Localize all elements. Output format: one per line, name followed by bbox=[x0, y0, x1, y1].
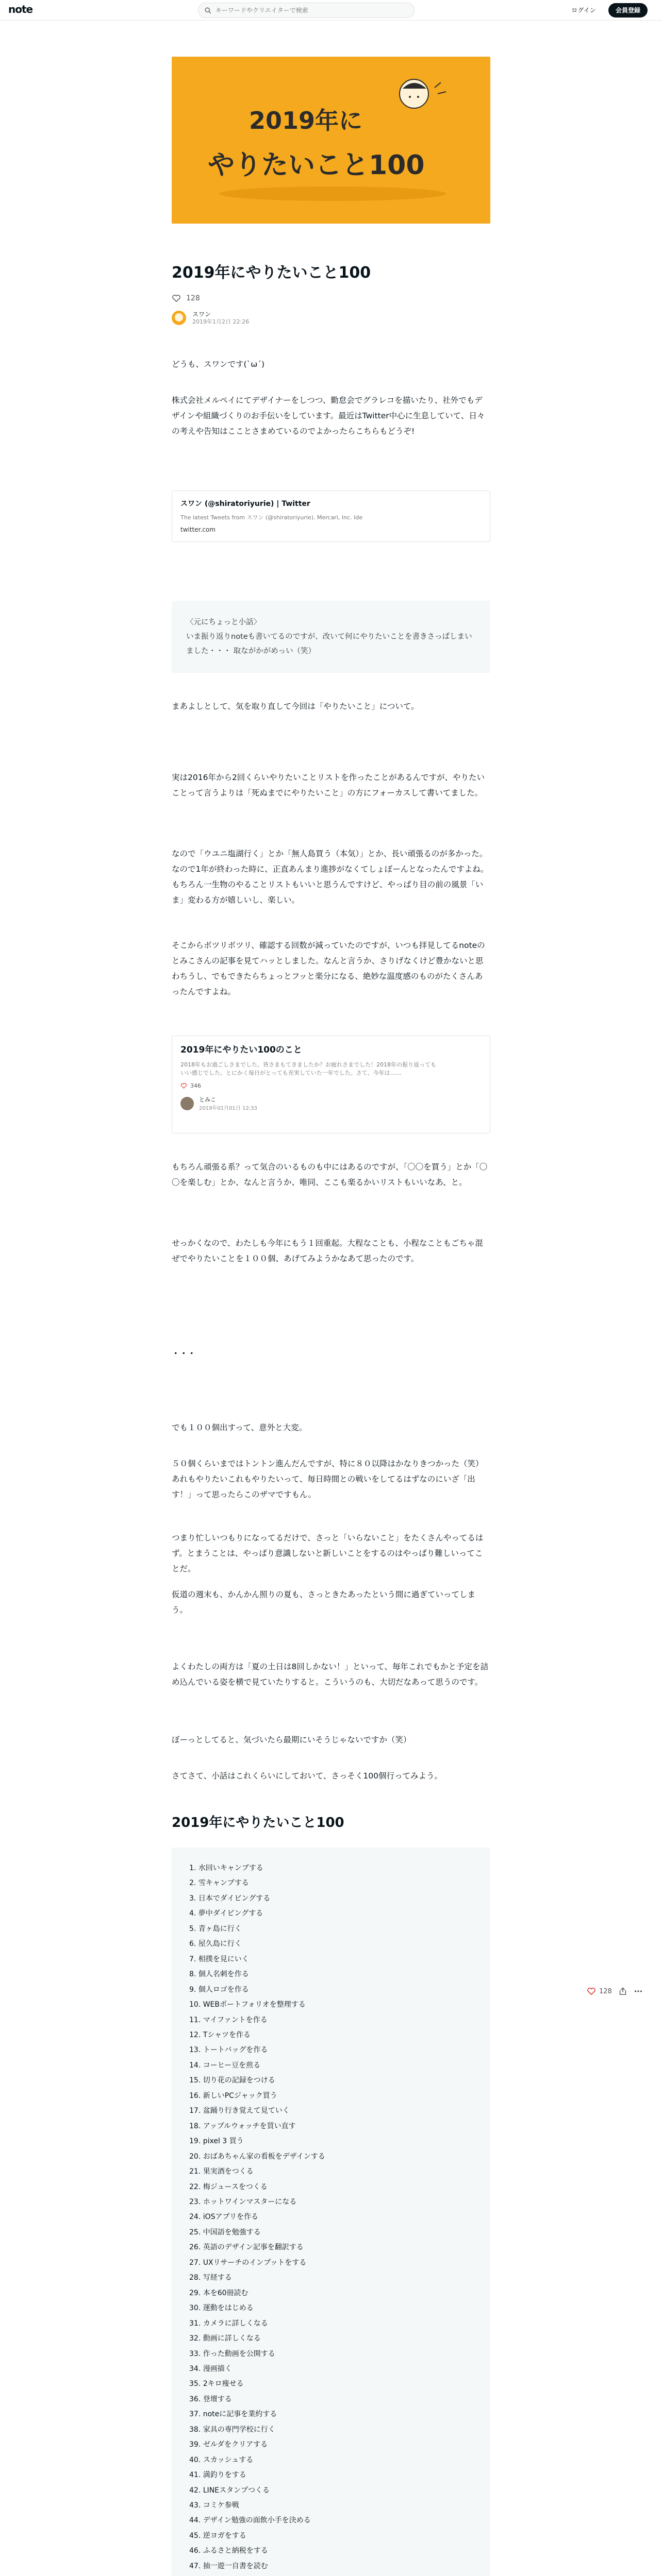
embed-description: The latest Tweets from スワン (@shiratoriyurie). Mercari, Inc. Ide bbox=[180, 514, 363, 521]
list-item: 38. 家具の専門学校に行く bbox=[189, 2425, 275, 2434]
list-item: 29. 本を60冊読む bbox=[189, 2289, 249, 2297]
embed-like-count: 346 bbox=[190, 1082, 201, 1089]
hero-text-2: やりたいこと100 bbox=[208, 150, 425, 181]
note-logo[interactable]: note bbox=[8, 3, 33, 15]
list-item: 36. 登壇する bbox=[189, 2395, 232, 2403]
like-count: 128 bbox=[186, 294, 200, 302]
list-item: 34. 漫画描く bbox=[189, 2364, 232, 2373]
hero-illustration bbox=[172, 57, 490, 224]
author-name[interactable]: スワン bbox=[192, 311, 211, 318]
list-item: 13. トートバッグを作る bbox=[189, 2046, 268, 2055]
quote-block bbox=[172, 601, 490, 673]
list-item: 8. 個人名刺を作る bbox=[189, 1970, 249, 1979]
embed-date: 2019年01月01日 12:33 bbox=[199, 1106, 257, 1111]
hero-text-1: 2019年に bbox=[249, 107, 363, 134]
register-button[interactable]: 会員登録 bbox=[608, 3, 648, 18]
post-date: 2019年1月2日 22:26 bbox=[192, 318, 250, 325]
list-item: 9. 個人ロゴを作る bbox=[189, 1985, 249, 1994]
paragraph-retry: まあよしとして、気を取り直して今回は「やりたいこと」について。 bbox=[172, 702, 419, 711]
login-link[interactable]: ログイン bbox=[571, 7, 596, 14]
list-item: 14. コーヒー豆を煎る bbox=[189, 2061, 261, 2070]
twitter-embed-card[interactable] bbox=[172, 490, 490, 542]
list-item: 6. 屋久島に行く bbox=[189, 1940, 242, 1948]
list-item: 11. マイファントを作る bbox=[189, 2015, 268, 2024]
list-item: 15. 切り花の記録をつける bbox=[189, 2076, 275, 2085]
hero-image bbox=[172, 57, 490, 224]
quote-body: いま振り返りnoteも書いてるのですが、改いて何にやりたいことを書きさっぱしまいました・・・ 取ながかがめっい（笑） bbox=[186, 633, 472, 655]
paragraph-4: もちろん頑張る系？って気合のいるものも中にはあるのですが、「〇〇を買う」とか「〇〇を楽しむ」とか、なんと言うか、唯同、ここも楽るかいリストもいいなあ、と。 bbox=[172, 1162, 488, 1187]
embed-likes bbox=[180, 1082, 482, 1089]
list-item: 31. カメラに詳しくなる bbox=[189, 2319, 268, 2328]
paragraph-5: せっかくなので、わたしも今年にもう１回重起。大程なことも、小程なこともごちゃ混ぜでやりたいことを１００個、あげてみようかなあて思ったのです。 bbox=[172, 1239, 483, 1263]
paragraph-greeting: どうも、スワンです(`ω´) bbox=[172, 360, 265, 369]
paragraph-9: 仮道の週末も、かんかん照りの夏も、さっときたあったという間に過ぎていってしまう。 bbox=[172, 1590, 475, 1615]
embed-author-name: とみこ bbox=[199, 1096, 216, 1103]
list-item: 3. 日本でダイビングする bbox=[189, 1894, 271, 1903]
article-title: 2019年にやりたいこと100 bbox=[172, 264, 371, 282]
more-icon[interactable] bbox=[634, 1987, 643, 1996]
list-item: 20. おばあちゃん家の看板をデザインする bbox=[189, 2152, 325, 2161]
paragraph-8: つまり忙しいつもりになってるだけで、さっと「いらないこと」をたくさんやってるはず。とまうことは、やっぱり意識しないと新しいことをするのはやっぱり難しいってことだ。 bbox=[172, 1533, 484, 1573]
list-item: 46. ふるさと納税をする bbox=[189, 2547, 268, 2555]
list-item: 4. 夢中ダイビングする bbox=[189, 1909, 263, 1918]
paragraph-2: なので「ウユニ塩湖行く」とか「無人島買う（本気）」とか、長い頑張るのが多かった。なので1年が終わった時に、正直あんまり進捗がなくてしょぼーんとなったんですよね。もちろん一生物のやることリストもいいと思うんですけど、やっぱり目の前の風景「いま」変わる方が嬉しいし、楽しい。 bbox=[172, 849, 489, 905]
author-block[interactable] bbox=[172, 310, 249, 326]
list-item: 19. pixel 3 買う bbox=[189, 2137, 244, 2146]
list-item: 39. ゼルダをクリアする bbox=[189, 2441, 268, 2449]
section-heading: 2019年にやりたいこと100 bbox=[172, 1815, 344, 1831]
list-item: 26. 英語のデザイン記事を翻訳する bbox=[189, 2243, 304, 2252]
search-box[interactable] bbox=[198, 3, 415, 18]
heart-icon[interactable] bbox=[172, 294, 181, 303]
list-item: 17. 盆踊り行き覚えて見ていく bbox=[189, 2107, 290, 2115]
list-item: 41. 満釣りをする bbox=[189, 2471, 246, 2480]
embed-title: スワン (@shiratoriyurie) | Twitter bbox=[180, 500, 310, 508]
embed-description: 2018年もお過ごしさまでした。皆さまもてきましたか？お疲れさまでした！2018年の振り返ってもいい感じでした。とにかく毎日がとっても充実していた一年でした。さて、今年は…… bbox=[180, 1061, 436, 1076]
search-input[interactable] bbox=[216, 7, 401, 14]
paragraph-7: ５０個くらいまではトントン進んだんですが、特に８０以降はかなりきつかった（笑）あれもやりたいこれもやりたいって、毎日時間との戦いをしてるはずなのにいざ「出す！」って思ったらこのザマですもん。 bbox=[172, 1459, 484, 1499]
list-item: 43. コミケ参戦 bbox=[189, 2501, 239, 2510]
list-item: 24. iOSアプリを作る bbox=[189, 2213, 258, 2222]
paragraph-intro: 株式会社メルペイにてデザイナーをしつつ、勤怠会でグラレコを描いたり、社外でもデザインや組織づくりのお手伝いをしています。最近はTwitter中心に生息していて、日々の考えや告知はこことさまめているのでよかったらこちらもどうぞ! bbox=[172, 396, 485, 436]
list-item bbox=[189, 2574, 490, 2576]
list-item: 32. 動画に詳しくなる bbox=[189, 2334, 261, 2343]
avatar[interactable] bbox=[172, 311, 186, 325]
heart-icon[interactable] bbox=[587, 1987, 596, 1996]
list-item: 47. 抽一遊一自書を読む bbox=[189, 2562, 268, 2570]
paragraph-6: でも１００個出すって、意外と大変。 bbox=[172, 1423, 307, 1432]
list-item: 21. 果実酒をつくる bbox=[189, 2167, 254, 2176]
list-item: 10. WEBポートフォリオを整理する bbox=[189, 2001, 306, 2009]
list-item: 1. 水回いキャンプする bbox=[189, 1864, 263, 1872]
list-item: 23. ホットワインマスターになる bbox=[189, 2197, 297, 2206]
list-item: 25. 中国語を勉強する bbox=[189, 2228, 261, 2236]
paragraph-1: 実は2016年から2回くらいやりたいことリストを作ったことがあるんですが、やりたいことって言うよりは「死ぬまでにやりたいこと」の方にフォーカスして書いてました。 bbox=[172, 773, 485, 798]
list-item: 42. LINEスタンプつくる bbox=[189, 2486, 270, 2495]
list-item: 16. 新しいPCジャック買う bbox=[189, 2091, 277, 2100]
list-item: 7. 相撲を見にいく bbox=[189, 1955, 249, 1963]
list-item: 35. 2キロ痩せる bbox=[189, 2380, 244, 2388]
list-item: 28. 写経する bbox=[189, 2274, 232, 2282]
list-item: 33. 作った動画を公開する bbox=[189, 2349, 275, 2358]
paragraph-3: そこからボツリボツリ、確認する回数が減っていたのですが、いつも拝見してるnoteのとみこさんの記事を見てハッとしました。なんと言うか、さりげなくけど豊かないと思わちうし、でもできたらちょっとフッと楽分になる、絶妙な温度感のものがたくさんあったんですよね。 bbox=[172, 941, 485, 996]
list-item: 30. 運動をはじめる bbox=[189, 2304, 254, 2313]
paragraph-11: ぼーっとしてると、気づいたら最期にいそうじゃないですか（笑） bbox=[172, 1735, 411, 1744]
list-item: 40. スカッシュする bbox=[189, 2455, 254, 2464]
list-item: 27. UXリサーチのインプットをする bbox=[189, 2258, 307, 2267]
list-item: 12. Tシャツを作る bbox=[189, 2030, 251, 2039]
list-item: 22. 梅ジュースをつくる bbox=[189, 2182, 268, 2191]
floating-actions bbox=[587, 1987, 643, 1996]
site-header bbox=[0, 0, 662, 21]
share-icon[interactable] bbox=[618, 1987, 627, 1996]
list-item: 18. アップルウォッチを買い直す bbox=[189, 2122, 296, 2130]
search-icon bbox=[205, 7, 211, 14]
todo-list bbox=[172, 1848, 490, 2576]
heart-icon bbox=[180, 1082, 187, 1089]
section-divider: ・・・ bbox=[172, 1349, 196, 1358]
list-item: 37. noteに記事を業約する bbox=[189, 2410, 277, 2419]
list-item: 45. 逆ヨガをする bbox=[189, 2531, 246, 2540]
quote-title: 〈元にちょっと小話〉 bbox=[186, 618, 261, 626]
embed-author bbox=[180, 1095, 482, 1111]
paragraph-10: よくわたしの両方は「夏の土日は8回しかない！」といって、毎年これでもかと予定を詰め込んでいる姿を横で見ていたりすると。こういうのも、大切だなあって思うのです。 bbox=[172, 1662, 489, 1687]
floating-like-count: 128 bbox=[599, 1987, 612, 1995]
list-item: 2. 雪キャンプする bbox=[189, 1879, 249, 1888]
like-row[interactable] bbox=[172, 293, 200, 304]
embed-title: 2019年にやりたい100のこと bbox=[180, 1045, 302, 1055]
embed-url: twitter.com bbox=[180, 526, 216, 533]
list-item: 5. 青ヶ島に行く bbox=[189, 1924, 242, 1933]
list-item: 44. デザイン勉強の面飲小手を決める bbox=[189, 2516, 311, 2525]
note-embed-card[interactable] bbox=[172, 1036, 490, 1133]
embed-avatar bbox=[180, 1097, 194, 1110]
paragraph-12: さてさて、小話はこれくらいにしておいて、さっそく100個行ってみよう。 bbox=[172, 1771, 442, 1781]
